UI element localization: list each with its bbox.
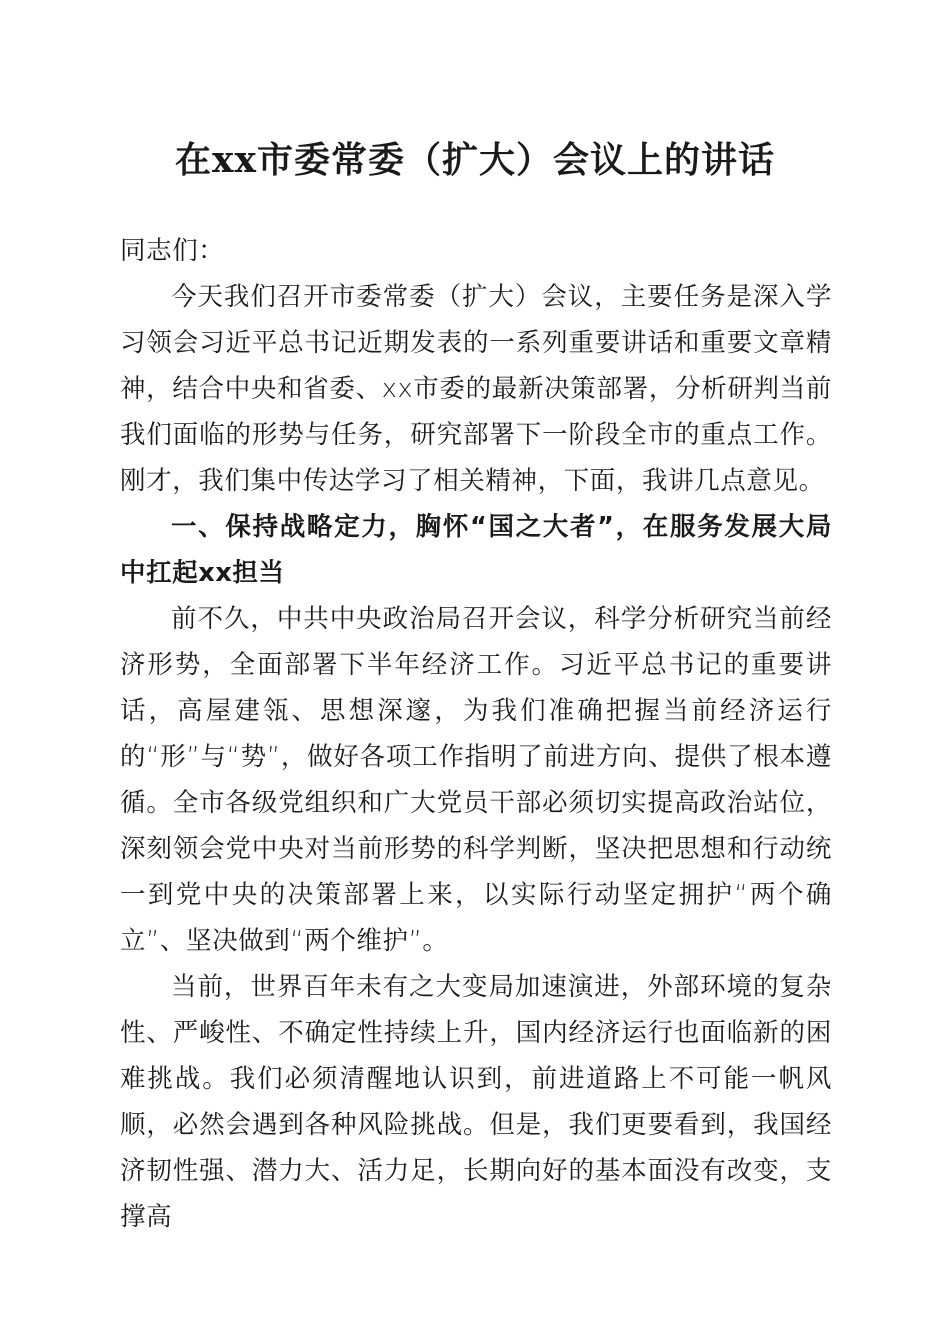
document-body [120,228,832,1240]
body-paragraph: 前不久，中共中央政治局召开会议，科学分析研究当前经济形势，全面部署下半年经济工作。习近平总书记的重要讲话，高屋建瓴、思想深邃，为我们准确把握当前经济运行的“形”与“势”，做好各项工作指明了前进方向、提供了根本遵循。全市各级党组织和广大党员干部必须切实提高政治站位，深刻领会党中央对当前形势的科学判断，坚决把思想和行动统一到党中央的决策部署上来，以实际行动坚定拥护“两个确立”、坚决做到“两个维护”。 [120,604,832,956]
intro-paragraph: 今天我们召开市委常委（扩大）会议，主要任务是深入学习领会习近平总书记近期发表的一系列重要讲话和重要文章精神，结合中央和省委、xx市委的最新决策部署，分析研判当前我们面临的形势与任务，研究部署下一阶段全市的重点工作。刚才，我们集中传达学习了相关精神，下面，我讲几点意见。 [120,282,832,496]
document-title: 在xx市委常委（扩大）会议上的讲话 [175,139,775,181]
salutation: 同志们： [120,236,225,266]
body-paragraph: 当前，世界百年未有之大变局加速演进，外部环境的复杂性、严峻性、不确定性持续上升，国内经济运行也面临新的困难挑战。我们必须清醒地认识到，前进道路上不可能一帆风顺，必然会遇到各种风险挑战。但是，我们更要看到，我国经济韧性强、潜力大、活力足，长期向好的基本面没有改变，支撑高 [120,972,832,1232]
section-heading: 一、保持战略定力，胸怀“国之大者”，在服务发展大局中扛起xx担当 [120,512,832,588]
